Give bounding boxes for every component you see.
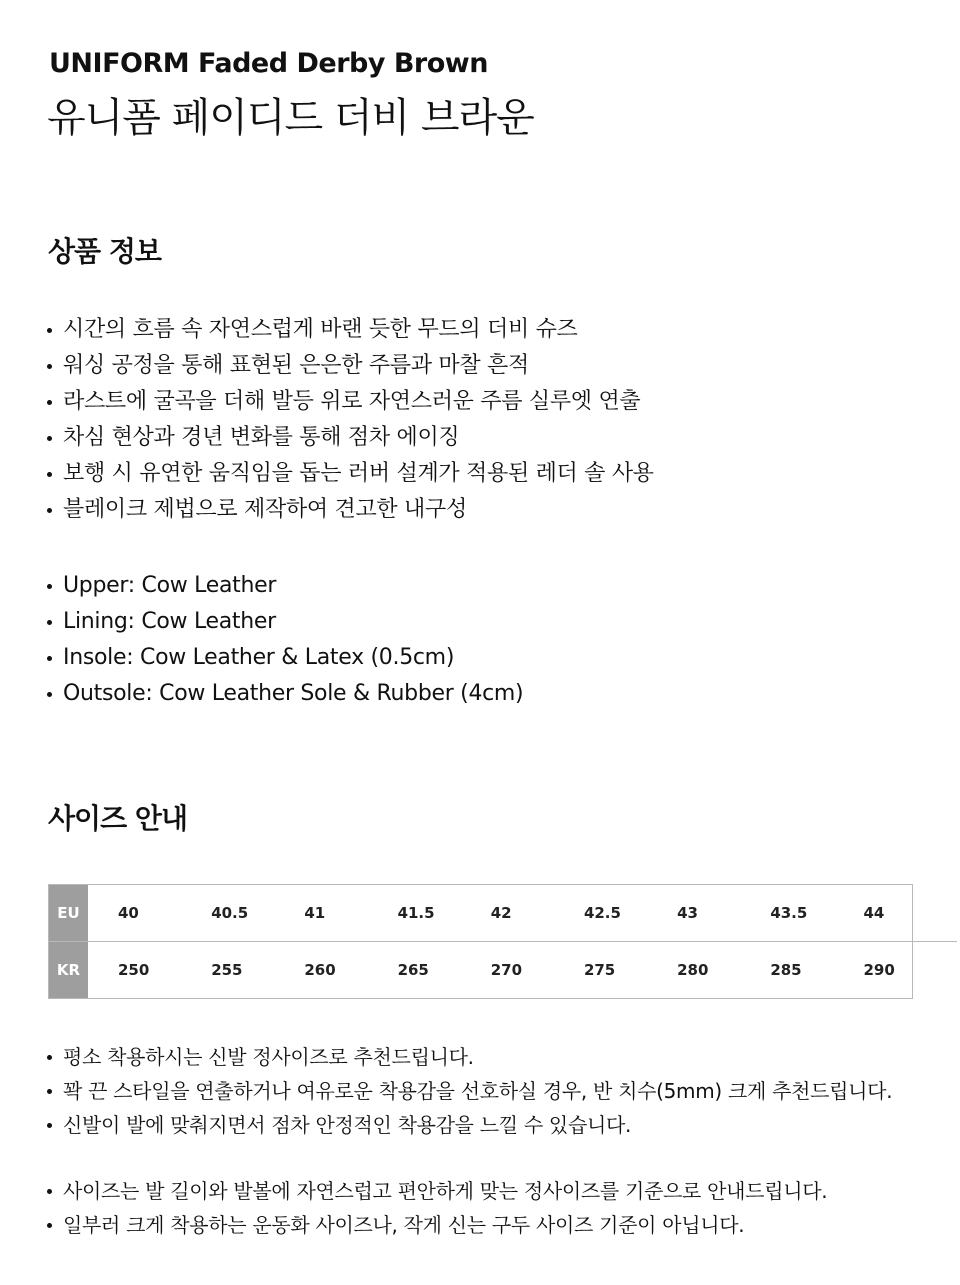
fit-notes [47,1040,892,1142]
kr-size-cell: 260 [304,960,336,979]
list-item: 워싱 공정을 통해 표현된 은은한 주름과 마찰 흔적 [47,348,654,384]
eu-row [88,885,957,942]
list-item: 시간의 흐름 속 자연스럽게 바랜 듯한 무드의 더비 슈즈 [47,312,654,348]
material-list [47,568,523,712]
kr-size-cell: 250 [118,960,150,979]
eu-size-cell: 43.5 [770,903,808,922]
size-basis-notes [47,1174,827,1242]
list-item: 보행 시 유연한 움직임을 돕는 러버 설계가 적용된 레더 솔 사용 [47,456,654,492]
list-item: 일부러 크게 착용하는 운동화 사이즈나, 작게 신는 구두 사이즈 기준이 아닙니다. [47,1208,827,1242]
eu-size-cell: 41 [304,903,326,922]
product-title-ko: 유니폼 페이디드 더비 브라운 [47,95,534,141]
list-item: Insole: Cow Leather & Latex (0.5cm) [47,640,523,676]
eu-size-cell: 41.5 [397,903,435,922]
eu-size-cell: 43 [677,903,698,922]
kr-row [88,942,957,999]
list-item: Upper: Cow Leather [47,568,523,604]
list-item: 꽉 끈 스타일을 연출하거나 여유로운 착용감을 선호하실 경우, 반 치수(5mm) 크게 추천드립니다. [47,1074,892,1108]
kr-size-cell: 280 [677,960,709,979]
product-info-heading: 상품 정보 [48,235,161,268]
size-table [48,884,913,999]
eu-size-cell: 40 [118,903,139,922]
eu-size-cell: 44 [863,903,885,922]
size-guide-heading: 사이즈 안내 [48,802,187,835]
list-item: 블레이크 제법으로 제작하여 견고한 내구성 [47,492,654,528]
list-item: 신발이 발에 맞춰지면서 점차 안정적인 착용감을 느낄 수 있습니다. [47,1108,892,1142]
kr-size-cell: 270 [490,960,523,979]
kr-size-cell: 255 [211,960,243,979]
list-item: Lining: Cow Leather [47,604,523,640]
list-item: 차심 현상과 경년 변화를 통해 점차 에이징 [47,420,654,456]
kr-size-cell: 285 [770,960,802,979]
kr-size-cell: 275 [583,960,616,979]
kr-row-label: KR [49,942,88,999]
eu-size-cell: 42 [490,903,512,922]
product-title-en: UNIFORM Faded Derby Brown [49,48,488,79]
list-item: 사이즈는 발 길이와 발볼에 자연스럽고 편안하게 맞는 정사이즈를 기준으로 안내드립니다. [47,1174,827,1208]
eu-size-cell: 40.5 [211,903,249,922]
kr-size-cell: 265 [397,960,429,979]
eu-size-cell: 42.5 [583,903,621,922]
feature-list [47,312,654,528]
list-item: Outsole: Cow Leather Sole & Rubber (4cm) [47,676,523,712]
list-item: 평소 착용하시는 신발 정사이즈로 추천드립니다. [47,1040,892,1074]
list-item: 라스트에 굴곡을 더해 발등 위로 자연스러운 주름 실루엣 연출 [47,384,654,420]
eu-row-label: EU [49,885,88,942]
kr-size-cell: 290 [863,960,895,979]
